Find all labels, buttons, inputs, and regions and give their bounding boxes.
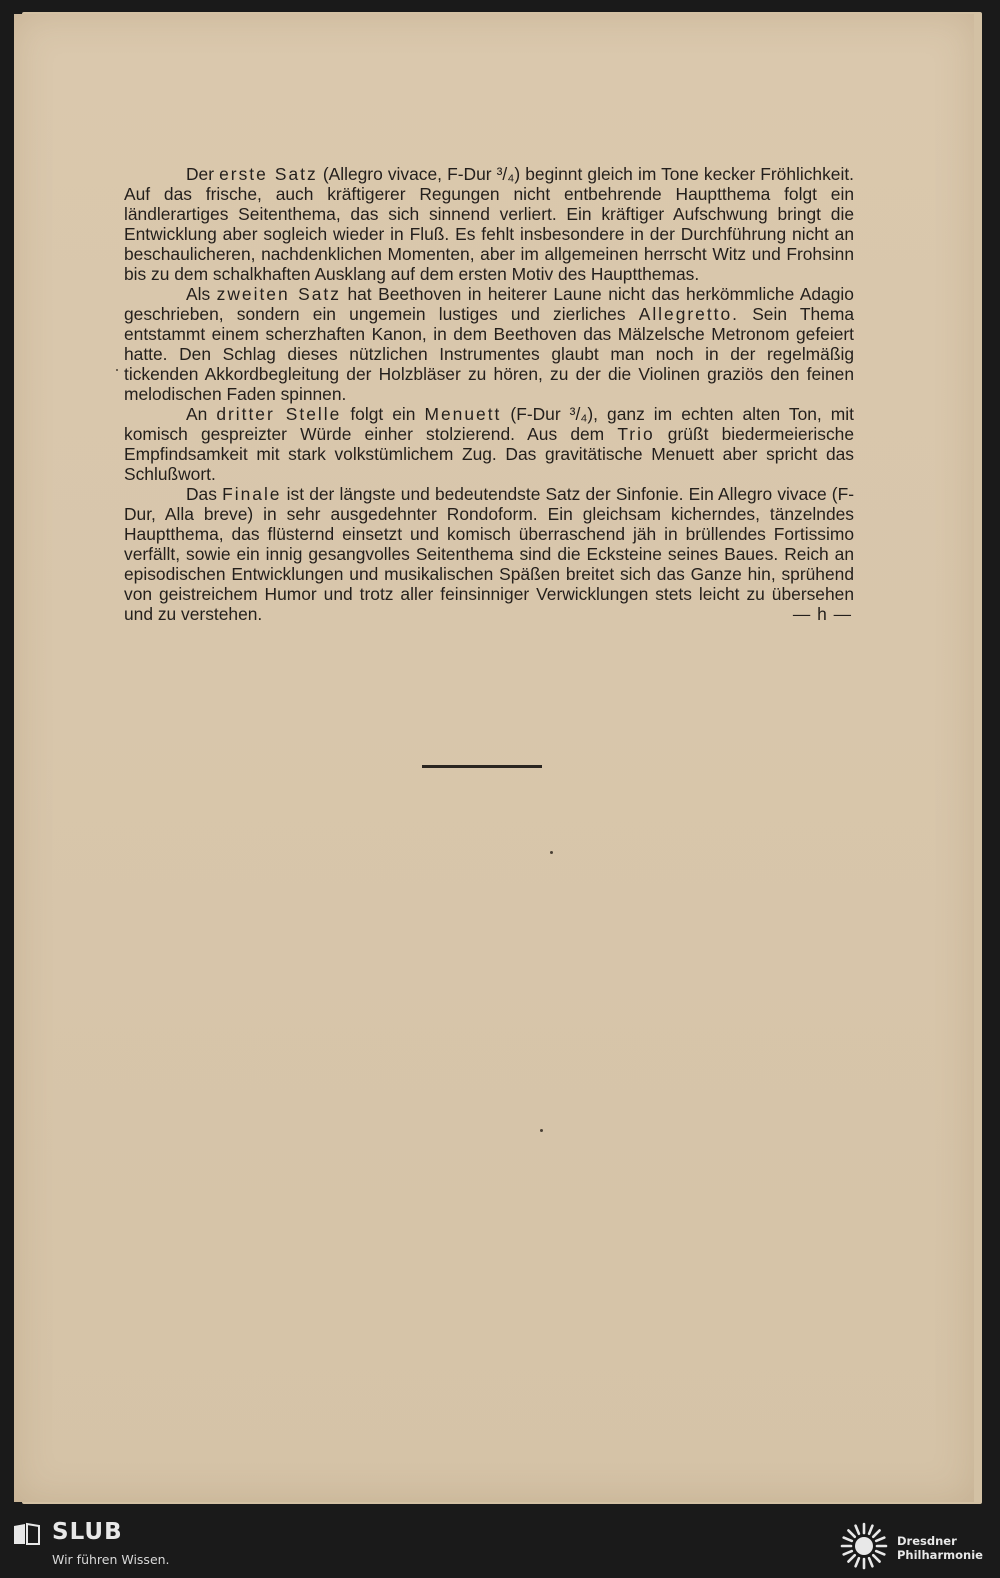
paper-speck xyxy=(116,369,118,371)
section-divider-rule xyxy=(422,765,542,768)
philharmonie-wordmark xyxy=(897,1534,983,1562)
paragraph-second-movement: Als zweiten Satz hat Beethoven in heiterer Laune nicht das herkömmliche Adagio geschrieben, sondern ein ungemein lustiges und zierliches Allegretto. Sein Thema entstammt einem scherzhaften Kanon, in dem Beethoven das Mälzelsche Metronom gefeiert hatte. Den Schlag dieses nützlichen Instrumentes glaubt man noch in der regelmäßig tickenden Akkordbegleitung der Holzbläser zu hören, zu der die Violinen graziös den feinen melodischen Faden spinnen. xyxy=(124,284,854,404)
spaced-heading-erste-satz: erste Satz xyxy=(219,164,318,184)
footer-bar xyxy=(0,1518,1000,1578)
paragraph-finale: Das Finale ist der längste und bedeutendste Satz der Sinfonie. Ein Allegro vivace (F-Dur, Alla breve) in sehr ausgedehnter Rondoform. Ein gleichsam kicherndes, tänzelndes Hauptthema, das flüsternd einsetzt und komisch überraschend jäh in brüllendes Fortissimo verfällt, sowie ein innig gesangvolles Seitenthema sind die Ecksteine seines Baues. Reich an episodischen Entwicklungen und musikalischen Späßen breitet sich das Ganze hin, sprühend von geistreichem Humor und trotz aller feinsinniger Verwicklungen stets leicht zu übersehen und zu verstehen. — h — xyxy=(124,484,854,624)
philharmonie-line-1: Dresdner xyxy=(897,1534,957,1548)
paragraph-first-movement: Der erste Satz (Allegro vivace, F-Dur ³/₄) beginnt gleich im Tone kecker Fröhlichkeit. Auf das frische, auch kräftigerer Regungen nicht entbehrende Hauptthema folgt ein ländlerartiges Seitenthema, das sich sinnend verliert. Ein kräftiger Aufschwung bringt die Entwicklung aber sogleich wieder in Fluß. Es fehlt insbesondere in der Durchführung nicht an beschaulicheren, nachdenklichen Momenten, aber im allgemeinen herrscht Witz und Frohsinn bis zu dem schalkhaften Ausklang auf dem ersten Motiv des Hauptthemas. xyxy=(124,164,855,284)
spaced-heading-menuett: Menuett xyxy=(424,404,502,424)
spaced-heading-zweiten-satz: zweiten Satz xyxy=(216,284,341,304)
philharmonie-line-2: Philharmonie xyxy=(897,1548,983,1562)
slub-wordmark[interactable]: SLUB xyxy=(52,1519,123,1545)
paper-speck xyxy=(550,851,553,854)
author-signature: — h — xyxy=(792,604,852,624)
spaced-heading-dritter-stelle: dritter Stelle xyxy=(216,404,342,424)
slub-tagline: Wir führen Wissen. xyxy=(52,1552,170,1567)
spaced-heading-finale: Finale xyxy=(222,484,282,504)
spaced-heading-trio: Trio xyxy=(617,424,655,444)
document-page xyxy=(14,14,974,1502)
spaced-heading-allegretto: Allegretto. xyxy=(638,304,740,324)
philharmonie-sunburst-logo-icon[interactable] xyxy=(838,1520,890,1572)
slub-book-icon xyxy=(12,1522,42,1546)
paper-speck xyxy=(540,1129,543,1132)
paragraph-third-movement: An dritter Stelle folgt ein Menuett (F-Dur ³/₄), ganz im echten alten Ton, mit komisch gespreizter Würde einher stolzierend. Aus dem Trio grüßt biedermeierische Empfindsamkeit mit stark volkstümlichem Zug. Das gravitätische Menuett aber spricht das Schlußwort. xyxy=(124,404,854,484)
program-note-text xyxy=(124,164,854,624)
